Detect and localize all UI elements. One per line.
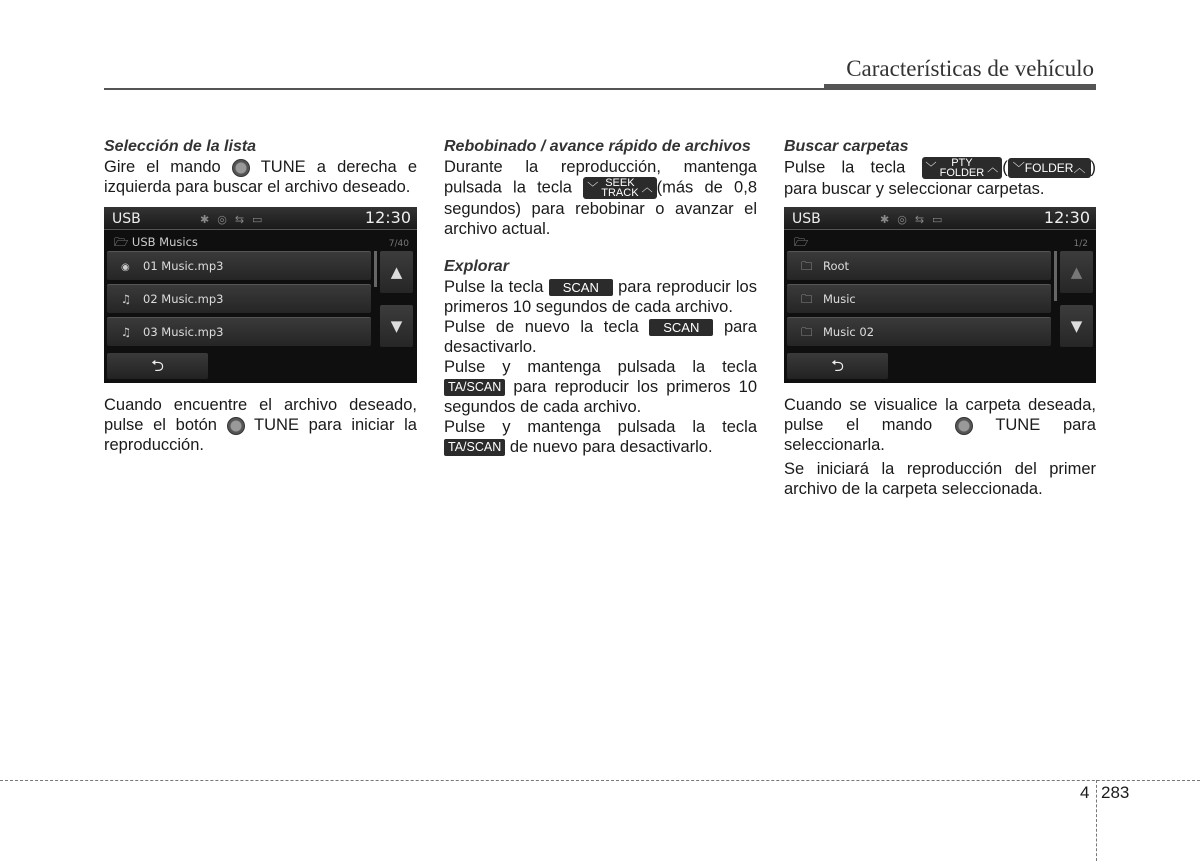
list-item-label: Music: [823, 292, 856, 306]
clock: 12:30: [364, 208, 411, 227]
track-label: TRACK: [601, 187, 639, 199]
seek-label: SEEK: [605, 177, 635, 189]
column-folders: [784, 137, 1096, 499]
scrollbar[interactable]: [1054, 251, 1057, 301]
paragraph-press-tune: [104, 395, 417, 455]
chevron-down-icon: ﹀: [925, 162, 937, 174]
music-note-icon: ♫: [121, 292, 132, 306]
section-title-explore: Explorar: [444, 258, 509, 275]
text: Pulse y mantenga pulsada la tecla: [444, 358, 757, 376]
list-item-label: 02 Music.mp3: [143, 292, 224, 306]
paragraph-folder-key: Pulse la tecla ﹀ PTY FOLDER ︿ ( ﹀FOLDER︿ ) para buscar y seleccionar carpetas.: [784, 157, 1096, 198]
tune-knob-icon: [232, 159, 250, 177]
paragraph-tascan-off: [444, 417, 757, 457]
folder-path-label: USB Musics: [131, 235, 198, 249]
play-circle-icon: ◉: [121, 262, 130, 273]
section-title-rewind: Rebobinado / avance rápido de archivos: [444, 138, 751, 155]
back-button[interactable]: [107, 353, 208, 379]
scrollbar[interactable]: [374, 251, 377, 287]
list-item-label: Root: [823, 259, 850, 273]
paragraph-rewind: [444, 157, 757, 239]
chapter-number: 4: [1080, 783, 1090, 802]
list-item[interactable]: [107, 317, 371, 346]
back-arrow-icon: ⮌: [831, 356, 844, 375]
column-rewind: [444, 137, 757, 457]
status-icons: ✱◎⇆▭: [200, 213, 271, 226]
pty-folder-key: [922, 157, 1003, 179]
scroll-up-button[interactable]: ▲: [1060, 251, 1093, 293]
chevron-down-icon: ﹀: [1012, 161, 1025, 175]
folder-key: [1008, 158, 1091, 178]
status-bar: [104, 207, 417, 230]
text: Gire el mando: [104, 158, 221, 176]
text: para desactivarlo.: [444, 318, 757, 356]
text: Pulse de nuevo la tecla: [444, 318, 639, 336]
folder-path: [114, 232, 198, 252]
footer-vertical-divider: [1096, 780, 1097, 861]
scroll-up-button[interactable]: ▲: [380, 251, 413, 293]
text: para reproducir los primeros 10 segundos de cada archivo.: [444, 378, 757, 416]
text: TUNE a derecha e izquierda para buscar el archivo deseado.: [104, 158, 418, 196]
chevron-up-icon: ︿: [987, 162, 999, 174]
track-count: 7/40: [388, 239, 409, 249]
tune-knob-icon: [227, 417, 245, 435]
list-item[interactable]: [787, 284, 1051, 313]
folder-path: [794, 232, 808, 252]
chevron-up-icon: ︿: [1073, 161, 1086, 175]
text: Durante la reproducción, mantenga pulsada la tecla: [444, 158, 757, 197]
list-item-label: 01 Music.mp3: [143, 259, 224, 273]
list-item-label: Music 02: [823, 325, 875, 339]
list-item[interactable]: [787, 317, 1051, 346]
text: de nuevo para desactivarlo.: [509, 438, 713, 456]
list-item[interactable]: [107, 284, 371, 313]
pty-label: PTY: [951, 157, 973, 169]
header-rule-accent: [824, 84, 1096, 90]
paragraph-select-folder: [784, 395, 1096, 455]
text: para reproducir los primeros 10 segundos de cada archivo.: [444, 278, 757, 316]
paragraph-scan: [444, 277, 757, 317]
header-title: Características de vehículo: [846, 56, 1094, 81]
chevron-up-icon: ︿: [641, 182, 653, 194]
source-label: USB: [112, 211, 141, 227]
text: Pulse la tecla: [784, 158, 906, 177]
scroll-down-button[interactable]: ▼: [1060, 305, 1093, 347]
scroll-down-button[interactable]: ▼: [380, 305, 413, 347]
folder-icon: 🗀: [801, 292, 813, 306]
seek-track-key: [583, 177, 656, 199]
footer-divider: [0, 780, 1200, 781]
paragraph-turn-knob: [104, 157, 417, 197]
section-title-folders: Buscar carpetas: [784, 138, 909, 155]
clock: 12:30: [1043, 208, 1090, 227]
section-title-list-selection: Selección de la lista: [104, 138, 257, 155]
text: Pulse la tecla: [444, 278, 544, 296]
text: TUNE para seleccionarla.: [784, 416, 1096, 454]
scan-key: SCAN: [549, 279, 613, 296]
paragraph-tascan: [444, 357, 757, 417]
text: (más de 0,8 segundos) para rebobinar o avanzar el archivo actual.: [444, 178, 757, 238]
folder-label: FOLDER: [939, 167, 985, 179]
list-item[interactable]: [787, 251, 1051, 280]
status-icons: ✱◎⇆▭: [880, 213, 951, 226]
back-button[interactable]: [787, 353, 888, 379]
tascan-key: TA/SCAN: [444, 379, 505, 396]
list-item[interactable]: [107, 251, 371, 280]
page-number: 283: [1101, 783, 1130, 802]
tune-knob-icon: [955, 417, 973, 435]
folder-key-label: FOLDER: [1024, 161, 1074, 175]
scan-key: SCAN: [649, 319, 713, 336]
source-label: USB: [792, 211, 821, 227]
text: para buscar y seleccionar carpetas.: [784, 180, 1045, 198]
usb-screen-list: [104, 207, 417, 383]
tascan-key: TA/SCAN: [444, 439, 505, 456]
chevron-down-icon: ﹀: [587, 182, 599, 194]
text: Cuando se visualice la carpeta deseada, pulse el mando: [784, 396, 1096, 434]
column-list-selection: [104, 137, 417, 455]
paragraph-start-playback: Se iniciará la reproducción del primer archivo de la carpeta seleccionada.: [784, 460, 1096, 498]
folder-icon: 🗀: [801, 259, 813, 273]
music-note-icon: ♫: [121, 325, 132, 339]
text: Cuando encuentre el archivo deseado, pulse el botón: [104, 396, 417, 434]
folder-icon: 🗀: [801, 325, 813, 339]
folder-count: 1/2: [1073, 239, 1088, 249]
text: TUNE para iniciar la reproducción.: [104, 416, 417, 454]
text: Pulse y mantenga pulsada la tecla: [444, 418, 757, 436]
list-item-label: 03 Music.mp3: [143, 325, 224, 339]
folder-open-icon: 🗁: [794, 235, 809, 249]
status-bar: [784, 207, 1096, 230]
back-arrow-icon: ⮌: [151, 356, 164, 375]
folder-open-icon: 🗁: [114, 235, 129, 249]
usb-screen-folders: [784, 207, 1096, 383]
paragraph-scan-off: [444, 317, 757, 357]
